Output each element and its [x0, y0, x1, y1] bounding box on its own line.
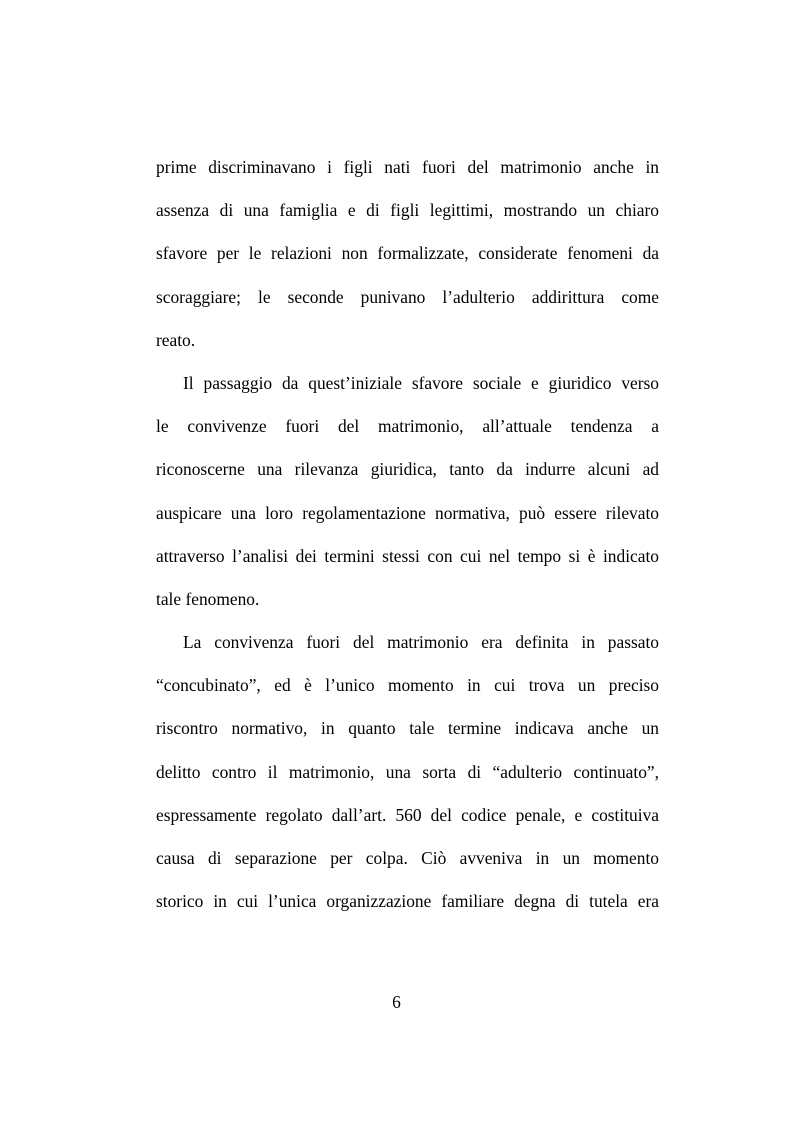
text-line: La convivenza fuori del matrimonio era definita in passato — [183, 632, 659, 653]
text-line: causa di separazione per colpa. Ciò avveniva in un momento — [156, 848, 659, 868]
text-line: riconoscerne una rilevanza giuridica, tanto da indurre alcuni ad — [156, 459, 659, 480]
body-text — [156, 150, 659, 927]
text-line: Il passaggio da quest’iniziale sfavore sociale e giuridico verso — [183, 372, 659, 393]
text-line: auspicare una loro regolamentazione normativa, può essere rilevato — [156, 502, 659, 523]
text-line: espressamente regolato dall’art. 560 del codice penale, e costituiva — [156, 804, 659, 825]
page-number: 6 — [392, 992, 401, 1012]
text-line: riscontro normativo, in quanto tale termine indicava anche un — [156, 718, 659, 739]
text-line: reato. — [156, 329, 196, 350]
text-line: attraverso l’analisi dei termini stessi con cui nel tempo si è indicato — [156, 545, 659, 566]
text-line: le convivenze fuori del matrimonio, all’attuale tendenza a — [156, 416, 659, 437]
text-line: sfavore per le relazioni non formalizzate, considerate fenomeni da — [156, 243, 659, 264]
text-line: prime discriminavano i figli nati fuori del matrimonio anche in — [156, 157, 659, 177]
text-line: assenza di una famiglia e di figli legittimi, mostrando un chiaro — [156, 200, 659, 221]
text-line: scoraggiare; le seconde punivano l’adulterio addirittura come — [156, 286, 659, 307]
text-line: delitto contro il matrimonio, una sorta di “adulterio continuato”, — [156, 761, 659, 782]
text-line: storico in cui l’unica organizzazione familiare degna di tutela era — [156, 891, 659, 912]
text-line: tale fenomeno. — [156, 588, 260, 609]
text-line: “concubinato”, ed è l’unico momento in cui trova un preciso — [156, 675, 659, 696]
